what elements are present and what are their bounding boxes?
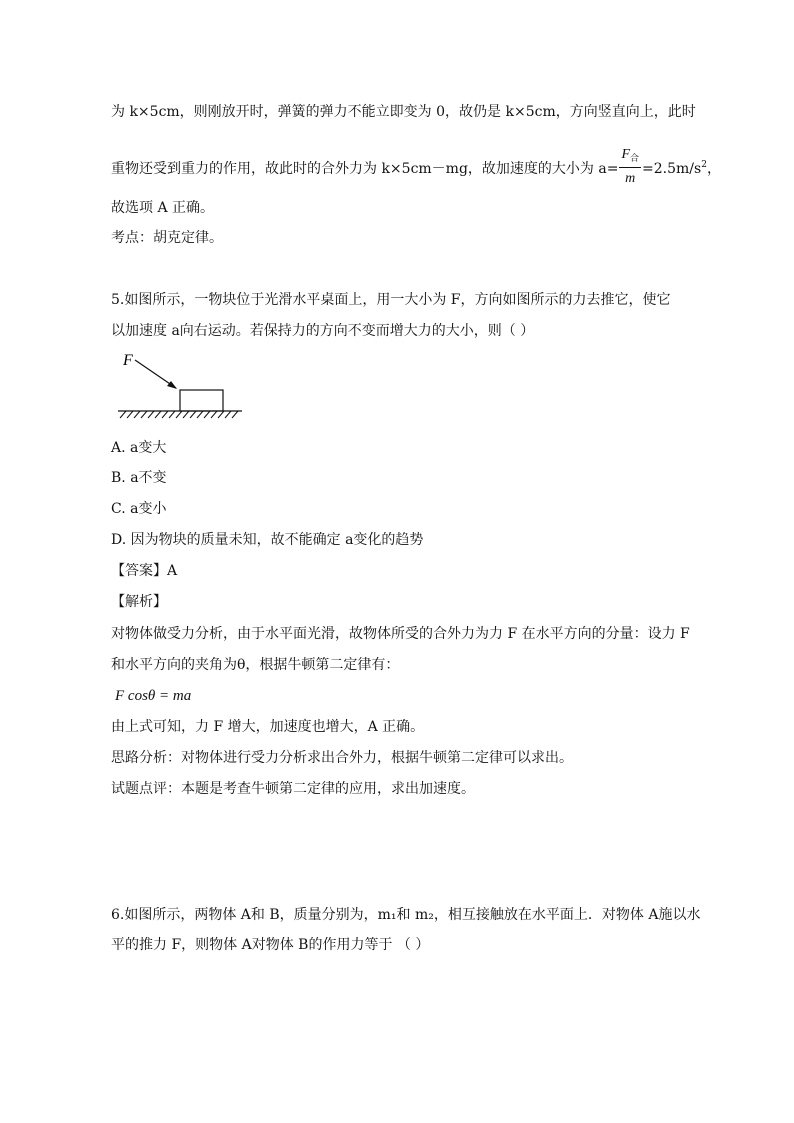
q5-line-2: 以加速度 a向右运动。若保持力的方向不变而增大力的大小，则（ ）: [111, 323, 535, 339]
fraction-denominator: m: [625, 171, 636, 186]
q5-analysis-line-3: 由上式可知，力 F 增大，加速度也增大，A 正确。: [111, 719, 425, 735]
q5-option-d: D. 因为物块的质量未知，故不能确定 a变化的趋势: [111, 532, 424, 548]
q5-option-c: C. a变小: [111, 501, 167, 517]
q5-analysis-line-2: 和水平方向的夹角为θ，根据牛顿第二定律有：: [111, 657, 400, 673]
q6-line-1: 6.如图所示，两物体 A和 B，质量分别为，m₁和 m₂，相互接触放在水平面上．对物体 A施以水: [111, 907, 701, 923]
q5-thinking: 思路分析：对物体进行受力分析求出合外力，根据牛顿第二定律可以求出。: [111, 750, 573, 766]
figure-force-label: F: [123, 352, 133, 369]
solution-line-1: 为 k×5cm，则刚放开时，弹簧的弹力不能立即变为 0，故仍是 k×5cm，方向竖直向上，此时: [111, 104, 696, 120]
q5-option-a: A. a变大: [111, 440, 167, 456]
unit-superscript: 2: [701, 160, 707, 170]
q5-analysis-line-1: 对物体做受力分析，由于水平面光滑，故物体所受的合外力为力 F 在水平方向的分量：设力 F: [111, 626, 690, 642]
q5-formula: F cosθ = ma: [115, 688, 192, 704]
acceleration-fraction: [619, 146, 641, 188]
q5-option-b: B. a不变: [111, 470, 167, 486]
fraction-numerator: F: [621, 147, 631, 162]
q5-comment: 试题点评：本题是考查牛顿第二定律的应用，求出加速度。: [111, 781, 475, 797]
solution-line-2-value: =2.5m/s: [642, 161, 702, 177]
q6-line-2: 平的推力 F，则物体 A对物体 B的作用力等于 （ ）: [111, 937, 430, 953]
q5-analysis-header: 【解析】: [111, 594, 167, 610]
q5-block-figure: [118, 348, 248, 422]
q5-answer: 【答案】A: [111, 563, 178, 579]
fraction-numerator-subscript: 合: [630, 154, 640, 164]
solution-line-3: 故选项 A 正确。: [111, 200, 215, 216]
kaodian-line: 考点：胡克定律。: [111, 230, 223, 246]
block-rectangle: [180, 390, 223, 411]
q5-line-1: 5.如图所示，一物块位于光滑水平桌面上，用一大小为 F，方向如图所示的力去推它，使它: [111, 292, 671, 308]
solution-line-2-end: ，: [706, 161, 721, 177]
solution-line-2-text: 重物还受到重力的作用，故此时的合外力为 k×5cm－mg，故加速度的大小为 a=: [111, 161, 619, 177]
solution-line-2: [111, 148, 721, 190]
ground-hatching: [120, 411, 238, 418]
